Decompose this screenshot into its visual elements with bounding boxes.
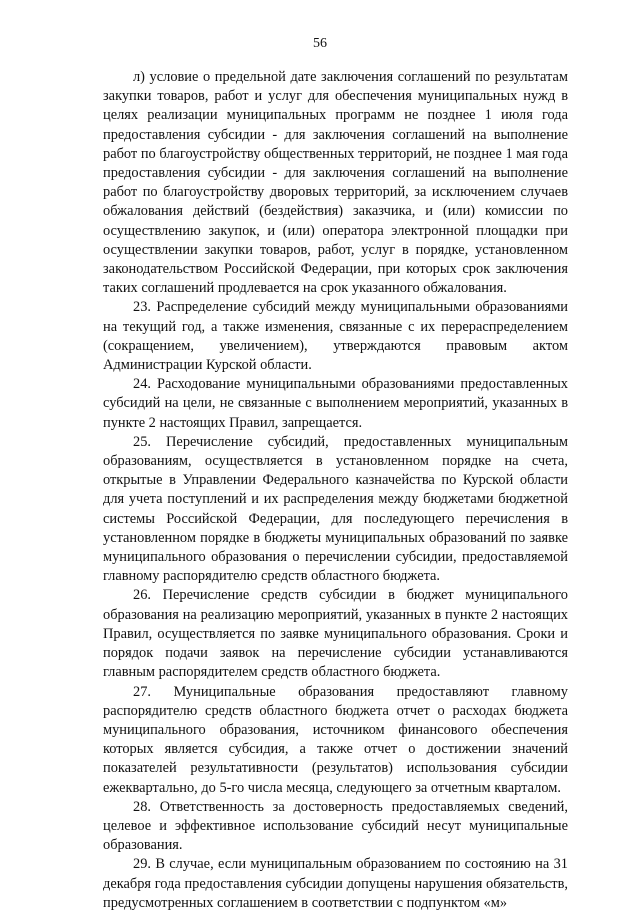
paragraph-28: 28. Ответственность за достоверность предоставляемых сведений, целевое и эффективное использование субсидий несут муниципальные образования. <box>103 798 568 854</box>
paragraph-27: 27. Муниципальные образования предоставляют главному распорядителю средств областного бюджета отчет о расходах бюджета муниципального образования, источником финансового обеспечения которых является субсидия, а также отчет о достижении значений показателей результативности (результатов) использования субсидии ежеквартально, до 5-го числа месяца, следующего за отчетным кварталом. <box>103 683 568 796</box>
page-number: 56 <box>313 36 327 51</box>
paragraph-26: 26. Перечисление средств субсидии в бюджет муниципального образования на реализацию мероприятий, указанных в пункте 2 настоящих Правил, осуществляется по заявке муниципального образования. Сроки и порядок подачи заявок на перечисление субсидии устанавливаются главным распорядителем средств областного бюджета. <box>103 587 568 681</box>
document-body <box>103 68 568 913</box>
paragraph-23: 23. Распределение субсидий между муниципальными образованиями на текущий год, а также изменения, связанные с их перераспределением (сокращением, увеличением), утверждаются правовым актом Администрации Курской области. <box>103 299 568 374</box>
paragraph-25: 25. Перечисление субсидий, предоставленных муниципальным образованиям, осуществляется в установленном порядке на счета, открытые в Управлении Федерального казначейства по Курской области для учета поступлений и их распределения между бюджетами бюджетной системы Российской Федерации, для последующего перечисления в установленном порядке в бюджеты муниципальных образований по заявке муниципального образования о перечислении субсидии, предоставляемой главному распорядителю средств областного бюджета. <box>103 433 568 585</box>
paragraph-clause-l: л) условие о предельной дате заключения соглашений по результатам закупки товаров, работ и услуг для обеспечения муниципальных нужд в целях реализации муниципальных программ не позднее 1 июля года предоставления субсидии - для заключения соглашений на выполнение работ по благоустройству общественных территорий, не позднее 1 мая года предоставления субсидии - для заключения соглашений на выполнение работ по благоустройству дворовых территорий, за исключением случаев обжалования действий (бездействия) заказчика, и (или) комиссии по осуществлению закупок, и (или) оператора электронной площадки при осуществлении закупки товаров, работ, услуг в порядке, установленном законодательством Российской Федерации, при которых срок заключения таких соглашений продлевается на срок указанного обжалования. <box>103 69 568 297</box>
paragraph-24: 24. Расходование муниципальными образованиями предоставленных субсидий на цели, не связанные с выполнением мероприятий, указанных в пункте 2 настоящих Правил, запрещается. <box>103 376 568 431</box>
paragraph-29: 29. В случае, если муниципальным образованием по состоянию на 31 декабря года предоставления субсидии допущены нарушения обязательств, предусмотренных соглашением в соответствии с подпунктом «м» <box>103 856 568 911</box>
